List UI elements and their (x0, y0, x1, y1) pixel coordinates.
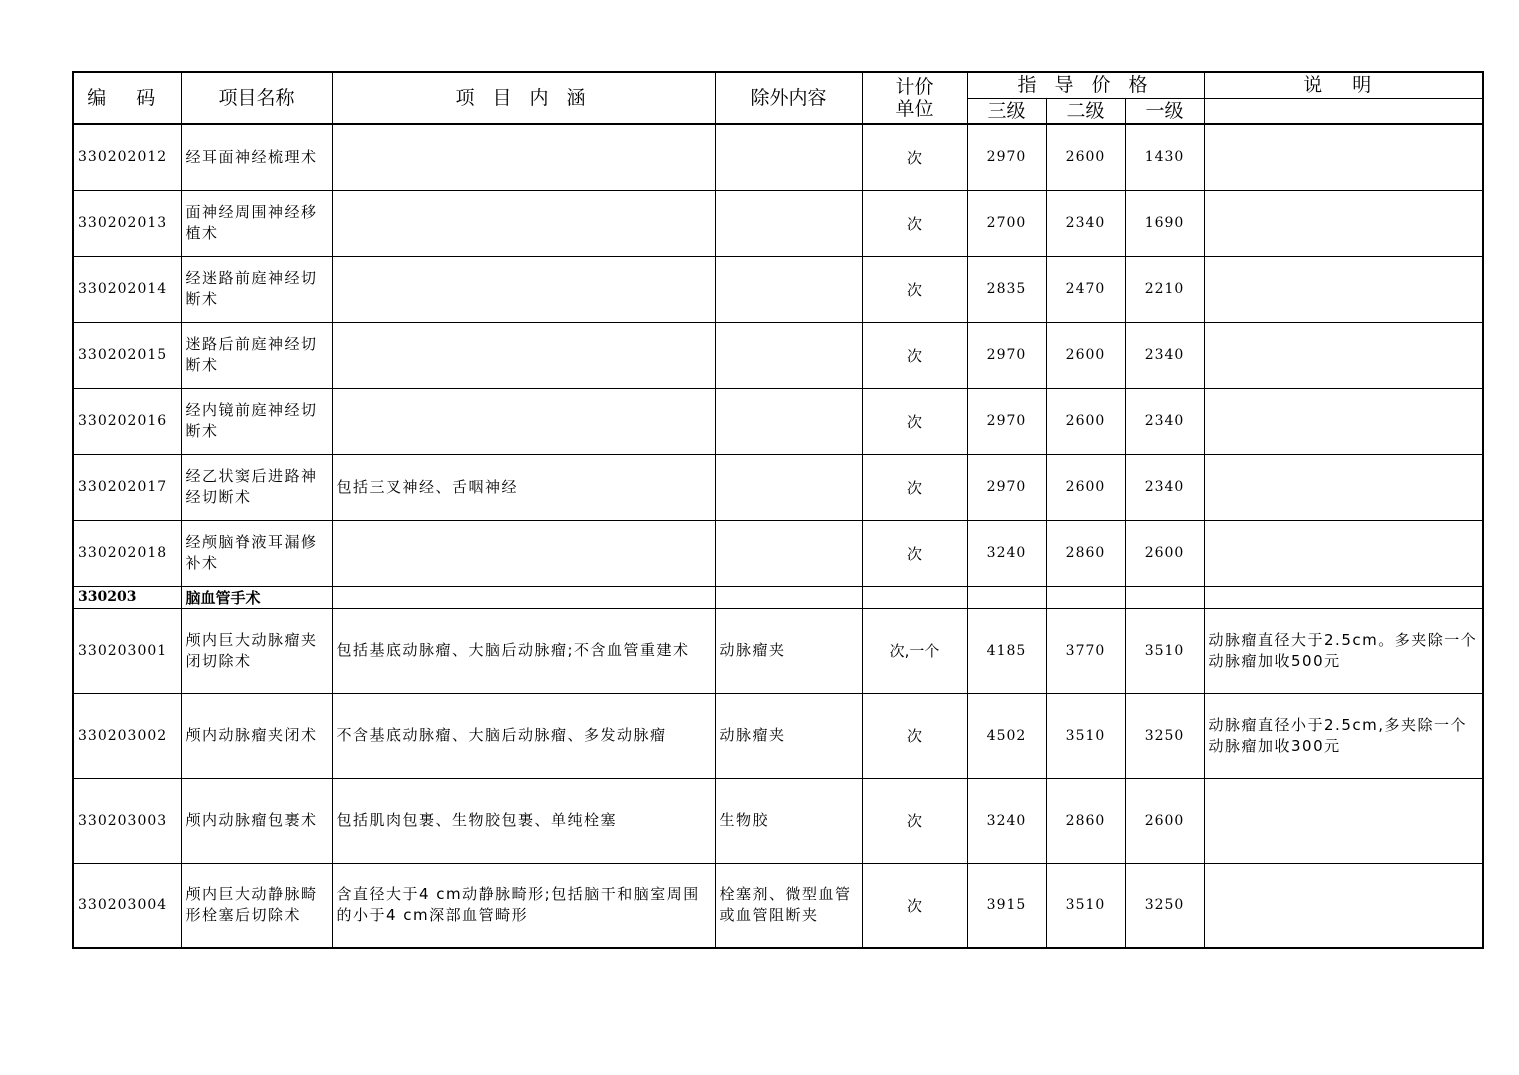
header-level2: 二级 (1046, 98, 1125, 124)
row-excluded (715, 124, 862, 190)
row-code: 330202016 (73, 388, 181, 454)
row-excluded (715, 256, 862, 322)
table-row (73, 693, 1483, 778)
row-code: 330202017 (73, 454, 181, 520)
section-code: 330203 (73, 586, 181, 608)
row-name: 颅内巨大动静脉畸形栓塞后切除术 (181, 863, 332, 948)
row-code: 330203004 (73, 863, 181, 948)
row-name: 经耳面神经梳理术 (181, 124, 332, 190)
header-unit-top: 计价 (895, 76, 934, 98)
row-content (332, 520, 715, 586)
table-row (73, 190, 1483, 256)
row-code: 330203001 (73, 608, 181, 693)
row-price-level3: 2970 (967, 388, 1046, 454)
row-excluded (715, 388, 862, 454)
row-excluded: 动脉瘤夹 (715, 608, 862, 693)
row-price-level1: 3250 (1125, 693, 1204, 778)
row-price-level1: 2600 (1125, 778, 1204, 863)
row-unit: 次 (862, 454, 967, 520)
row-name: 面神经周围神经移植术 (181, 190, 332, 256)
row-unit: 次 (862, 863, 967, 948)
row-unit: 次 (862, 693, 967, 778)
row-price-level1: 2210 (1125, 256, 1204, 322)
row-code: 330202018 (73, 520, 181, 586)
row-name: 颅内动脉瘤夹闭术 (181, 693, 332, 778)
row-note (1204, 520, 1483, 586)
table-row (73, 124, 1483, 190)
row-content: 包括三叉神经、舌咽神经 (332, 454, 715, 520)
row-note (1204, 863, 1483, 948)
row-code: 330203002 (73, 693, 181, 778)
row-note (1204, 256, 1483, 322)
row-excluded (715, 322, 862, 388)
row-price-level3: 3915 (967, 863, 1046, 948)
row-content (332, 388, 715, 454)
row-price-level1: 2340 (1125, 454, 1204, 520)
row-price-level1: 3510 (1125, 608, 1204, 693)
section-name: 脑血管手术 (181, 586, 332, 608)
row-content: 包括肌肉包裹、生物胶包裹、单纯栓塞 (332, 778, 715, 863)
header-price-group: 指 导 价 格 (967, 72, 1204, 98)
row-price-level2: 2860 (1046, 520, 1125, 586)
row-price-level3: 4185 (967, 608, 1046, 693)
row-price-level1: 2340 (1125, 388, 1204, 454)
row-price-level2: 3510 (1046, 863, 1125, 948)
row-note (1204, 190, 1483, 256)
row-price-level3: 2970 (967, 322, 1046, 388)
row-price-level3: 3240 (967, 778, 1046, 863)
row-unit: 次,一个 (862, 608, 967, 693)
row-content (332, 190, 715, 256)
row-content (332, 322, 715, 388)
row-content (332, 124, 715, 190)
row-code: 330202015 (73, 322, 181, 388)
table-row (73, 256, 1483, 322)
row-code: 330203003 (73, 778, 181, 863)
row-price-level2: 3770 (1046, 608, 1125, 693)
row-price-level2: 2600 (1046, 322, 1125, 388)
row-code: 330202014 (73, 256, 181, 322)
row-price-level1: 1690 (1125, 190, 1204, 256)
header-level3: 三级 (967, 98, 1046, 124)
row-name: 经乙状窦后进路神经切断术 (181, 454, 332, 520)
header-note-blank (1204, 98, 1483, 124)
row-name: 迷路后前庭神经切断术 (181, 322, 332, 388)
row-unit: 次 (862, 124, 967, 190)
row-content: 含直径大于4 cm动静脉畸形;包括脑干和脑室周围的小于4 cm深部血管畸形 (332, 863, 715, 948)
row-unit: 次 (862, 388, 967, 454)
row-code: 330202013 (73, 190, 181, 256)
row-unit: 次 (862, 190, 967, 256)
price-table (72, 71, 1484, 949)
row-price-level3: 2970 (967, 454, 1046, 520)
row-content: 包括基底动脉瘤、大脑后动脉瘤;不含血管重建术 (332, 608, 715, 693)
row-unit: 次 (862, 256, 967, 322)
row-price-level2: 3510 (1046, 693, 1125, 778)
row-price-level1: 3250 (1125, 863, 1204, 948)
row-price-level2: 2600 (1046, 124, 1125, 190)
row-price-level1: 1430 (1125, 124, 1204, 190)
row-excluded: 栓塞剂、微型血管或血管阻断夹 (715, 863, 862, 948)
row-content: 不含基底动脉瘤、大脑后动脉瘤、多发动脉瘤 (332, 693, 715, 778)
row-price-level3: 2970 (967, 124, 1046, 190)
row-unit: 次 (862, 520, 967, 586)
row-name: 经内镜前庭神经切断术 (181, 388, 332, 454)
table-row (73, 388, 1483, 454)
row-note (1204, 388, 1483, 454)
header-note: 说 明 (1204, 72, 1483, 98)
row-name: 颅内动脉瘤包裹术 (181, 778, 332, 863)
row-content (332, 256, 715, 322)
row-note (1204, 454, 1483, 520)
row-excluded: 动脉瘤夹 (715, 693, 862, 778)
row-unit: 次 (862, 322, 967, 388)
row-price-level2: 2860 (1046, 778, 1125, 863)
row-price-level3: 3240 (967, 520, 1046, 586)
row-note (1204, 322, 1483, 388)
row-price-level2: 2600 (1046, 454, 1125, 520)
section-row (73, 586, 1483, 608)
row-note: 动脉瘤直径小于2.5cm,多夹除一个动脉瘤加收300元 (1204, 693, 1483, 778)
row-name: 颅内巨大动脉瘤夹闭切除术 (181, 608, 332, 693)
row-price-level2: 2470 (1046, 256, 1125, 322)
row-excluded: 生物胶 (715, 778, 862, 863)
row-name: 经迷路前庭神经切断术 (181, 256, 332, 322)
row-note (1204, 778, 1483, 863)
header-content: 项 目 内 涵 (332, 72, 715, 124)
row-note: 动脉瘤直径大于2.5cm。多夹除一个动脉瘤加收500元 (1204, 608, 1483, 693)
row-price-level1: 2340 (1125, 322, 1204, 388)
table-row (73, 778, 1483, 863)
row-price-level1: 2600 (1125, 520, 1204, 586)
row-note (1204, 124, 1483, 190)
header-unit (862, 72, 967, 124)
row-excluded (715, 190, 862, 256)
row-excluded (715, 454, 862, 520)
row-name: 经颅脑脊液耳漏修补术 (181, 520, 332, 586)
table-row (73, 608, 1483, 693)
row-price-level3: 4502 (967, 693, 1046, 778)
table-row (73, 863, 1483, 948)
row-price-level2: 2340 (1046, 190, 1125, 256)
table-row (73, 322, 1483, 388)
table-row (73, 520, 1483, 586)
row-price-level3: 2700 (967, 190, 1046, 256)
header-excluded: 除外内容 (715, 72, 862, 124)
table-row (73, 454, 1483, 520)
row-code: 330202012 (73, 124, 181, 190)
row-price-level3: 2835 (967, 256, 1046, 322)
row-price-level2: 2600 (1046, 388, 1125, 454)
header-unit-bottom: 单位 (895, 98, 934, 120)
header-level1: 一级 (1125, 98, 1204, 124)
row-excluded (715, 520, 862, 586)
header-code: 编 码 (73, 72, 181, 124)
header-name: 项目名称 (181, 72, 332, 124)
row-unit: 次 (862, 778, 967, 863)
